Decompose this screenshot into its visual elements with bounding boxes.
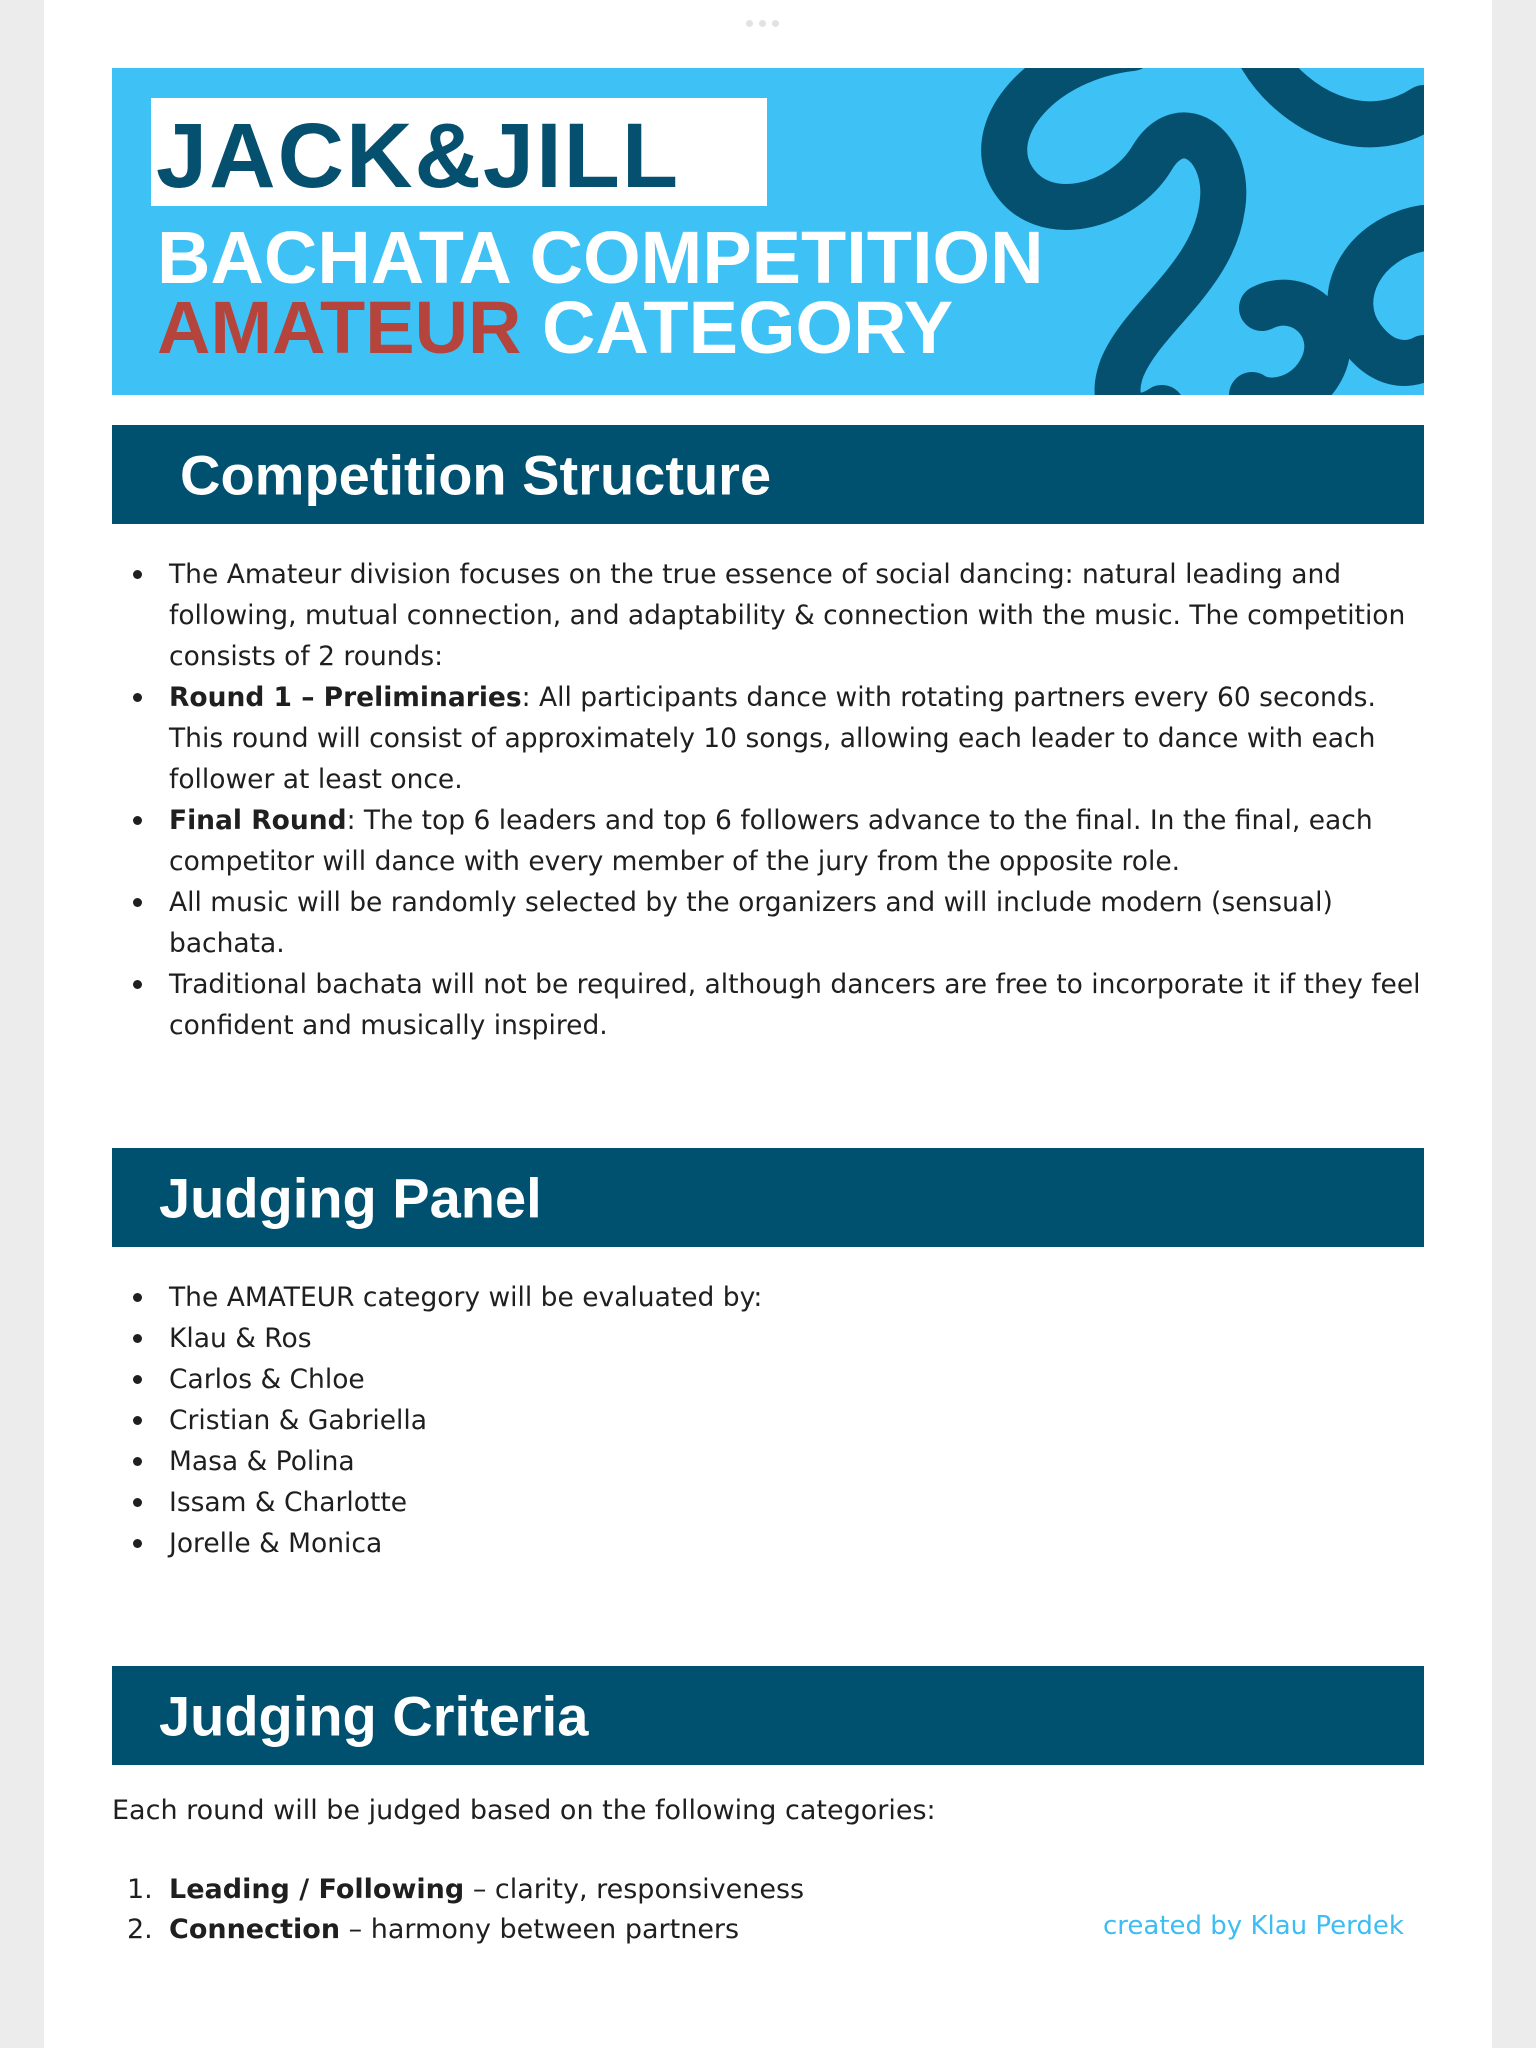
structure-list <box>112 554 1424 1046</box>
list-item: Traditional bachata will not be required, although dancers are free to incorporate it if they feel confident and musically inspired. <box>112 964 1424 1046</box>
judge-item: Masa & Polina <box>112 1441 1424 1482</box>
list-item: All music will be randomly selected by the organizers and will include modern (sensual) bachata. <box>112 882 1424 964</box>
author-credit: created by Klau Perdek <box>1103 1911 1404 1941</box>
judge-item: Klau & Ros <box>112 1318 1424 1359</box>
criteria-intro: Each round will be judged based on the following categories: <box>112 1795 936 1826</box>
event-logo: JACK&JILL <box>156 105 681 207</box>
list-item: Round 1 – Preliminaries: All participants dance with rotating partners every 60 seconds. This round will consist of approximately 10 songs, allowing each leader to dance with each follower at least once. <box>112 677 1424 800</box>
more-options-icon[interactable] <box>746 20 779 27</box>
structure-heading: Competition Structure <box>180 443 772 506</box>
panel-header <box>112 1148 1424 1247</box>
list-item: The Amateur division focuses on the true essence of social dancing: natural leading and following, mutual connection, and adaptability & connection with the music. The competition consists of 2 rounds: <box>112 554 1424 677</box>
criteria-heading: Judging Criteria <box>159 1684 589 1747</box>
judge-item: Issam & Charlotte <box>112 1482 1424 1523</box>
criteria-list <box>112 1870 804 1950</box>
banner-title: BACHATA COMPETITION <box>157 216 1044 299</box>
criteria-header <box>112 1666 1424 1765</box>
judge-item: Jorelle & Monica <box>112 1523 1424 1564</box>
criteria-item: 1. Leading / Following – clarity, responsiveness <box>127 1874 805 1905</box>
structure-header <box>112 425 1424 524</box>
judge-item: Cristian & Gabriella <box>112 1400 1424 1441</box>
list-item: Final Round: The top 6 leaders and top 6 followers advance to the final. In the final, each competitor will dance with every member of the jury from the opposite role. <box>112 800 1424 882</box>
banner-subtitle <box>157 288 953 368</box>
judges-list <box>112 1277 1424 1564</box>
judge-item: Carlos & Chloe <box>112 1359 1424 1400</box>
title-banner <box>112 68 1424 395</box>
category-accent: AMATEUR <box>157 286 522 369</box>
criteria-item: 2. Connection – harmony between partners <box>127 1914 740 1945</box>
panel-heading: Judging Panel <box>159 1166 542 1229</box>
list-item: The AMATEUR category will be evaluated by: <box>112 1277 1424 1318</box>
category-label: CATEGORY <box>521 286 954 369</box>
